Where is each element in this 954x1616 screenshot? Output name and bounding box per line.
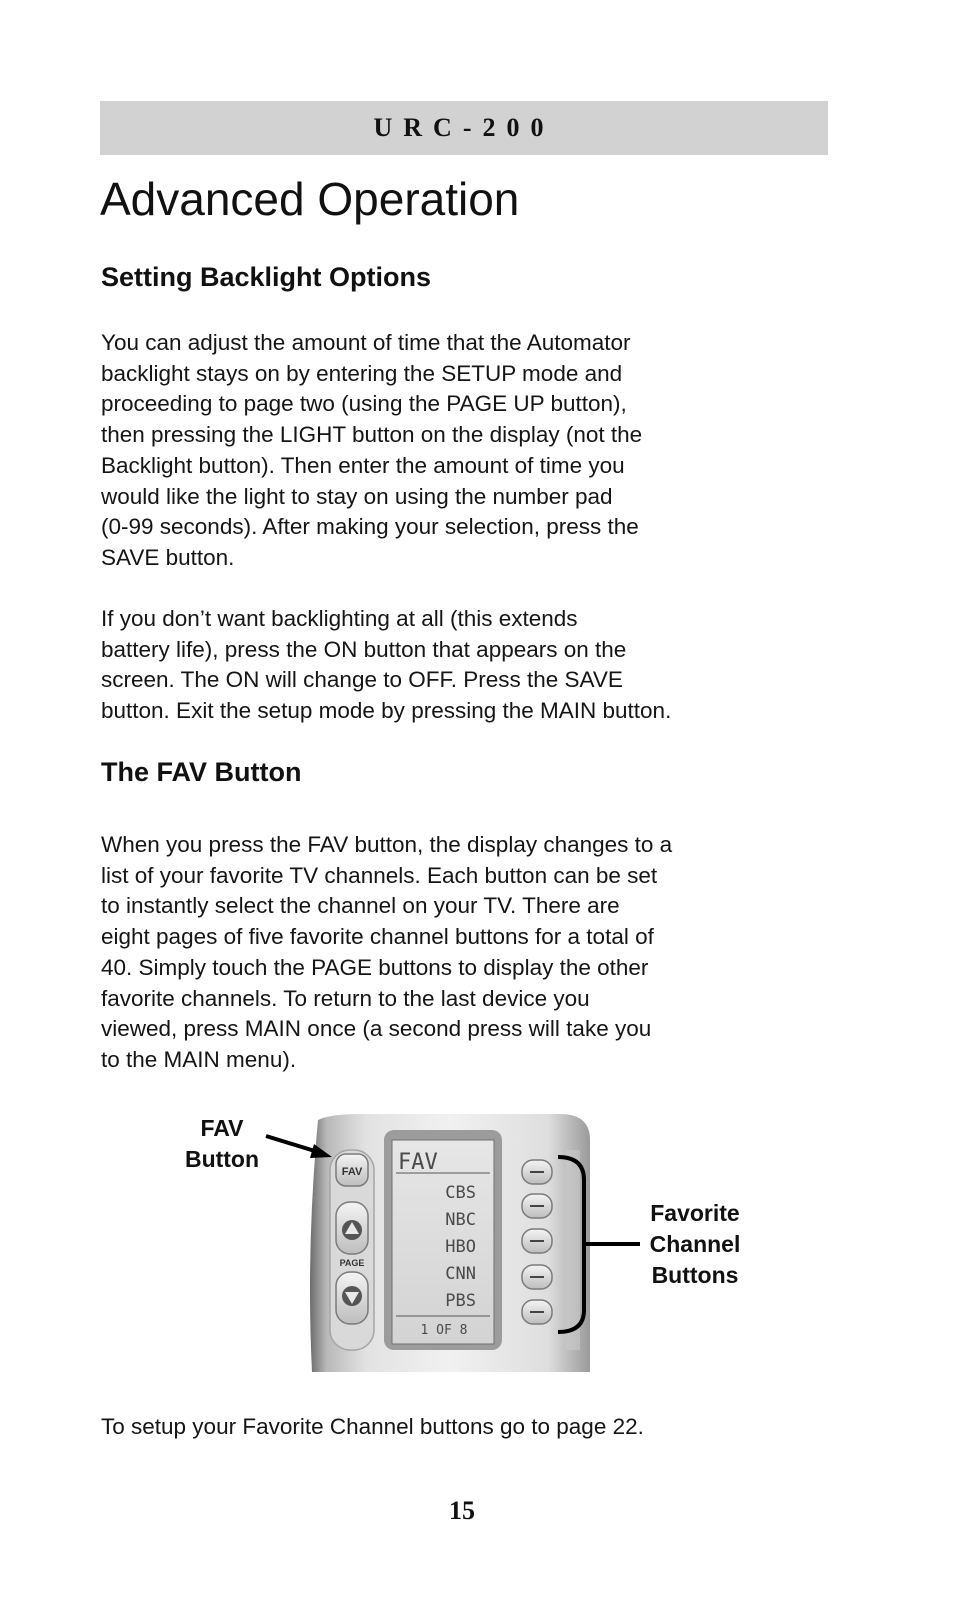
page-number: 15 xyxy=(449,1496,475,1525)
text-line: favorite channels. To return to the last device you xyxy=(101,985,590,1011)
text-line: list of your favorite TV channels. Each button can be set xyxy=(101,862,658,888)
fav-button[interactable] xyxy=(336,1154,368,1186)
text-line: To setup your Favorite Channel buttons go to page 22. xyxy=(101,1414,644,1439)
favorite-channel-button-4[interactable] xyxy=(522,1265,552,1289)
fav-callout-arrow-line xyxy=(266,1136,318,1152)
footer-text xyxy=(101,1412,801,1443)
lcd-title: FAV xyxy=(398,1150,438,1175)
text-line: screen. The ON will change to OFF. Press the SAVE xyxy=(101,667,623,693)
text-line: SAVE button. xyxy=(101,544,235,570)
favorite-channel-button-2[interactable] xyxy=(522,1194,552,1218)
text-line: If you don’t want backlighting at all (this extends xyxy=(101,606,578,631)
fav-button-label: FAV xyxy=(341,1166,363,1178)
text-line: to instantly select the channel on your TV. There are xyxy=(101,893,620,919)
text-line: backlight stays on by entering the SETUP mode and xyxy=(101,360,623,386)
remote-side-rail xyxy=(566,1150,580,1350)
text-line: You can adjust the amount of time that the Automator xyxy=(101,330,631,355)
section-heading-fav: The FAV Button xyxy=(101,757,302,787)
text-line: to the MAIN menu). xyxy=(101,1046,297,1072)
text-line: Backlight button). Then enter the amount of time you xyxy=(101,452,625,478)
section-heading-backlight: Setting Backlight Options xyxy=(101,262,432,292)
favorite-channel-button-1[interactable] xyxy=(522,1160,552,1184)
text-line: (0-99 seconds). After making your selection, press the xyxy=(101,514,639,540)
lcd-page-indicator: 1 OF 8 xyxy=(420,1323,468,1338)
favorite-channel-button-5[interactable] xyxy=(522,1300,552,1324)
text-line: 40. Simply touch the PAGE buttons to display the other xyxy=(101,954,649,980)
text-line: When you press the FAV button, the display changes to a xyxy=(101,832,673,857)
callout-line: Buttons xyxy=(651,1262,739,1288)
callout-line: Channel xyxy=(649,1231,741,1257)
channel-label: PBS xyxy=(445,1291,476,1311)
page-up-button[interactable] xyxy=(336,1202,368,1254)
favorite-channel-button-3[interactable] xyxy=(522,1229,552,1253)
page-title: Advanced Operation xyxy=(100,173,520,225)
callout-line: Button xyxy=(184,1146,260,1172)
callout-line: FAV xyxy=(200,1115,244,1141)
text-line: proceeding to page two (using the PAGE UP button), xyxy=(101,391,627,417)
text-line: battery life), press the ON button that appears on the xyxy=(101,636,627,662)
text-line: then pressing the LIGHT button on the display (not the xyxy=(101,422,643,448)
page-label: PAGE xyxy=(339,1258,365,1268)
text-line: button. Exit the setup mode by pressing the MAIN button. xyxy=(101,698,672,724)
channel-label: CNN xyxy=(445,1264,476,1284)
text-line: eight pages of five favorite channel buttons for a total of xyxy=(101,924,654,950)
text-line: would like the light to stay on using the number pad xyxy=(101,483,613,509)
channel-label: NBC xyxy=(445,1210,476,1230)
page-down-button[interactable] xyxy=(336,1272,368,1324)
channel-label: CBS xyxy=(445,1183,476,1203)
text-line: viewed, press MAIN once (a second press will take you xyxy=(101,1016,652,1042)
channel-label: HBO xyxy=(445,1237,476,1257)
callout-line: Favorite xyxy=(650,1200,740,1226)
product-name: URC-200 xyxy=(373,113,555,142)
